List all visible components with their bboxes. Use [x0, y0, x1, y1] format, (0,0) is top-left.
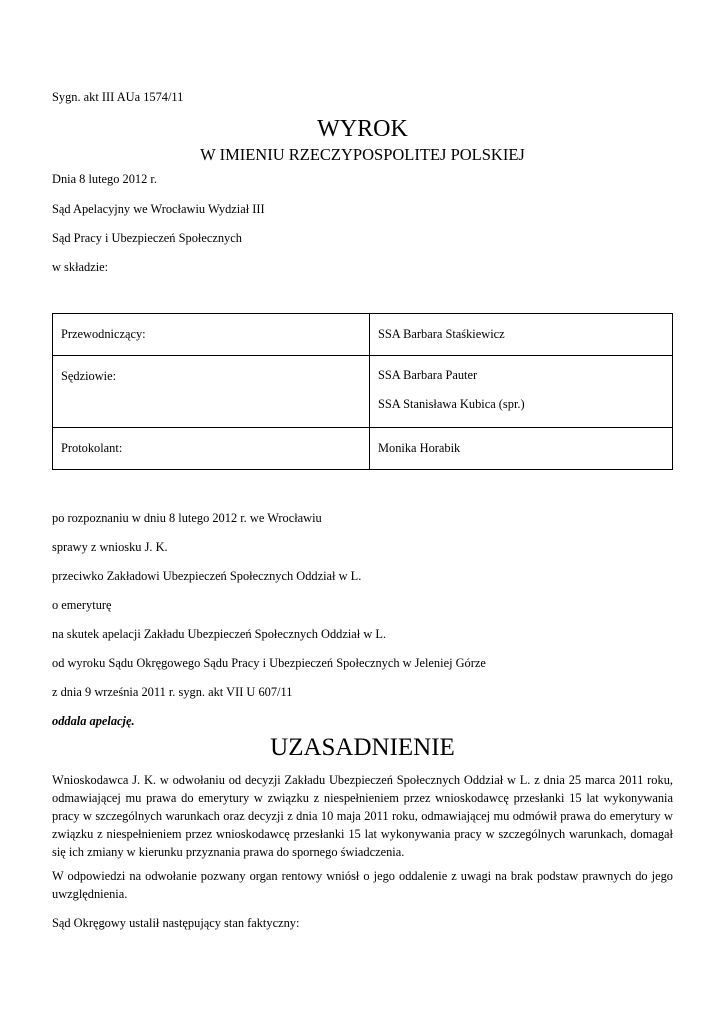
- composition-label: w składzie:: [52, 260, 109, 274]
- table-row: [53, 356, 673, 428]
- role-cell: [53, 428, 370, 470]
- judge-name: SSA Stanisława Kubica (spr.): [378, 397, 525, 411]
- proceedings-line: sprawy z wniosku J. K.: [52, 540, 168, 554]
- document-subtitle: W IMIENIU RZECZYPOSPOLITEJ POLSKIEJ: [200, 145, 525, 164]
- justification-paragraph: Sąd Okręgowy ustalił następujący stan faktyczny:: [52, 916, 300, 930]
- names-cell: [370, 428, 673, 470]
- justification-paragraph: W odpowiedzi na odwołanie pozwany organ rentowy wniósł o jego oddalenie z uwagi na brak podstaw prawnych do jego uwzględnienia.: [52, 869, 673, 901]
- proceedings-line: przeciwko Zakładowi Ubezpieczeń Społecznych Oddział w L.: [52, 569, 362, 583]
- clerk-name: Monika Horabik: [378, 441, 461, 455]
- table-row: [53, 314, 673, 356]
- court-panel-table: [52, 313, 673, 470]
- role-label: Protokolant:: [61, 441, 123, 455]
- role-label: Sędziowie:: [61, 369, 117, 383]
- proceedings-line: o emeryturę: [52, 598, 112, 612]
- court-division: Sąd Pracy i Ubezpieczeń Społecznych: [52, 231, 242, 245]
- names-cell: [370, 314, 673, 356]
- case-number: Sygn. akt III AUa 1574/11: [52, 90, 184, 104]
- role-cell: [53, 356, 370, 428]
- names-cell: [370, 356, 673, 428]
- justification-paragraph: Wnioskodawca J. K. w odwołaniu od decyzji Zakładu Ubezpieczeń Społecznych Oddział w L. z dnia 25 marca 2011 roku, odmawiającej mu prawa do emerytury w związku z niespełnieniem przez wnioskodawcę przesłanki 15 lat wykonywania pracy w szczególnych warunkach oraz decyzji z dnia 10 maja 2011 roku, odmawiającej mu odmówił prawa do emerytury w związku z niespełnieniem przez wnioskodawcę przesłanki 15 lat wykonywania pracy w szczególnych warunkach, domagał się ich zmiany w kierunku przyznania prawa do spornego świadczenia.: [52, 773, 673, 859]
- proceedings-line: od wyroku Sądu Okręgowego Sądu Pracy i Ubezpieczeń Społecznych w Jeleniej Górze: [52, 656, 486, 670]
- judge-name: SSA Barbara Pauter: [378, 368, 478, 382]
- table-row: [53, 428, 673, 470]
- proceedings-line: na skutek apelacji Zakładu Ubezpieczeń Społecznych Oddział w L.: [52, 627, 387, 641]
- role-cell: [53, 314, 370, 356]
- judgment-date: Dnia 8 lutego 2012 r.: [52, 172, 157, 186]
- justification-title: UZASADNIENIE: [270, 734, 455, 761]
- judge-name: SSA Barbara Staśkiewicz: [378, 327, 505, 341]
- role-label: Przewodniczący:: [61, 327, 146, 341]
- court-name: Sąd Apelacyjny we Wrocławiu Wydział III: [52, 202, 265, 216]
- proceedings-line: z dnia 9 września 2011 r. sygn. akt VII U 607/11: [52, 685, 293, 699]
- document-title: WYROK: [317, 116, 408, 142]
- proceedings-line: po rozpoznaniu w dniu 8 lutego 2012 r. we Wrocławiu: [52, 511, 322, 525]
- verdict: oddala apelację.: [52, 714, 135, 728]
